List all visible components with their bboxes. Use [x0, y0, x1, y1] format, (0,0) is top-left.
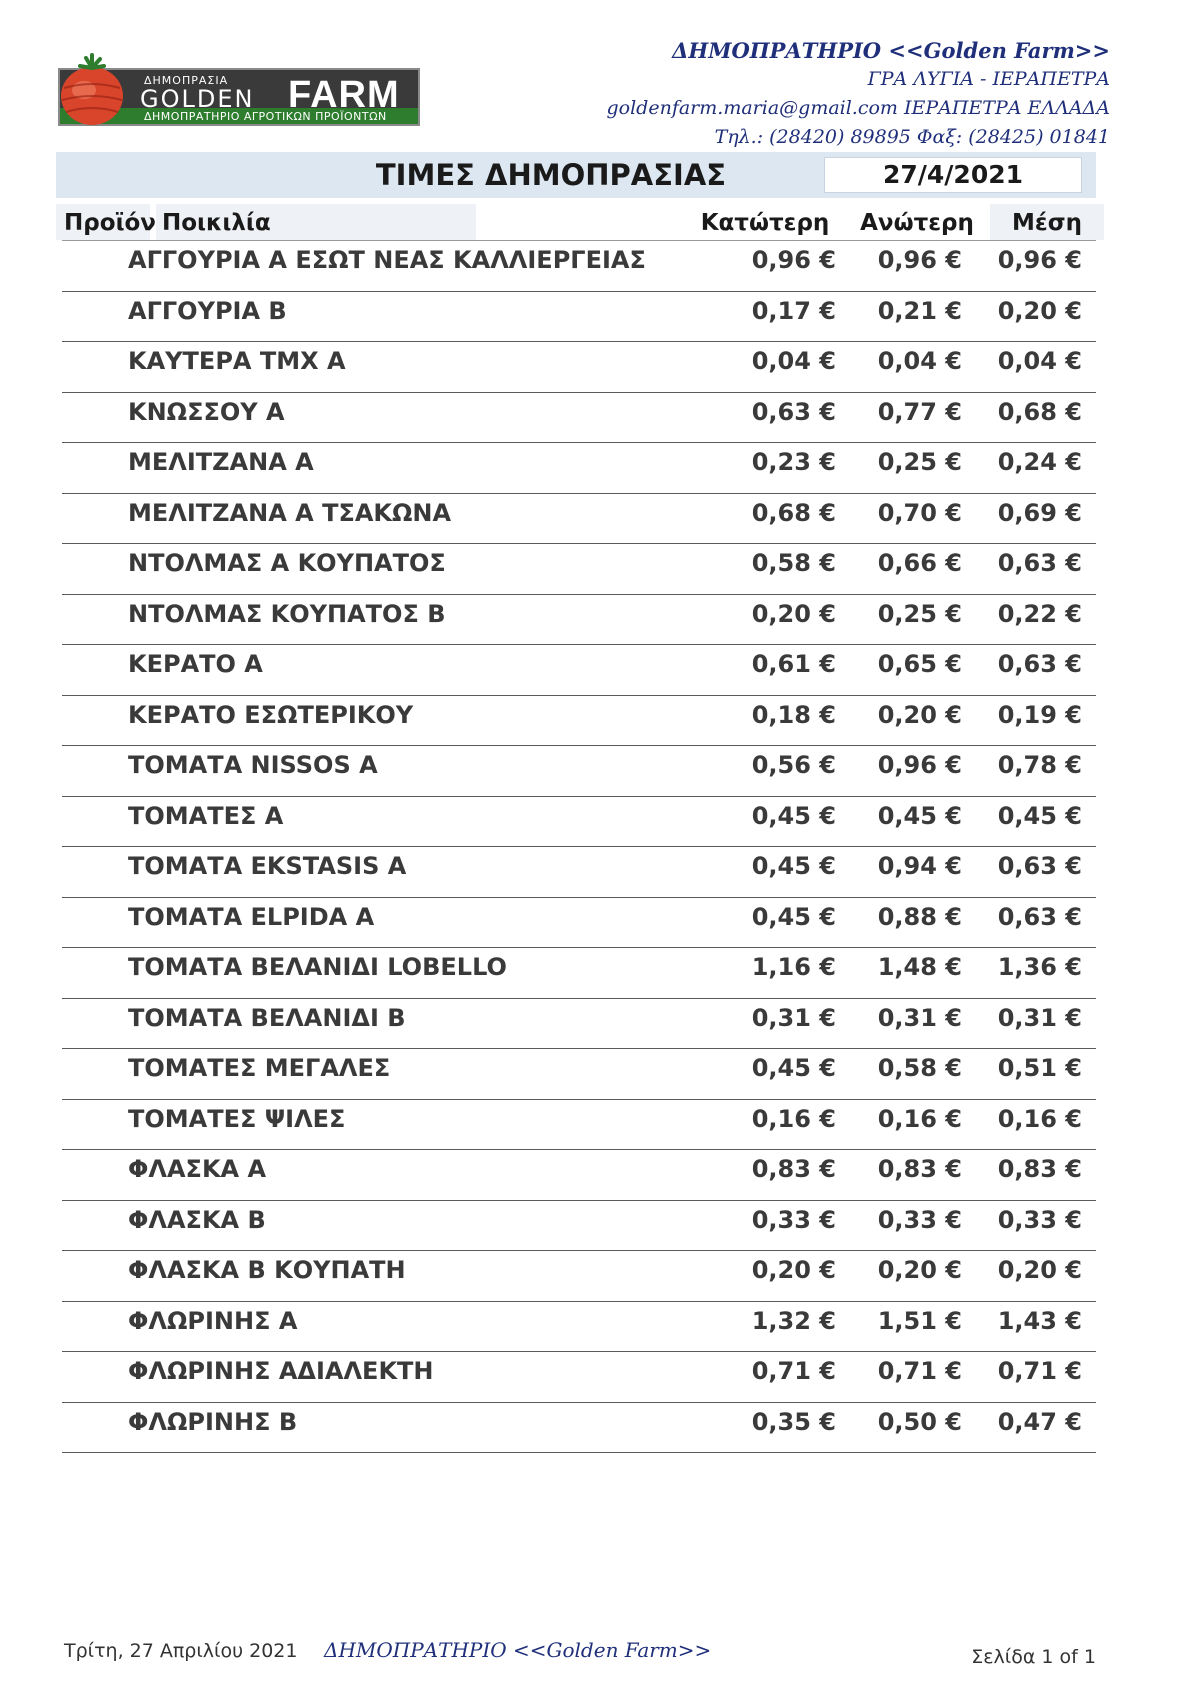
product-name-cell: ΝΤΟΛΜΑΣ Α ΚΟΥΠΑΤΟΣ: [128, 549, 446, 577]
column-header-low: Κατώτερη: [700, 210, 830, 236]
company-name: ΔΗΜΟΠΡΑΤΗΡΙΟ <<Golden Farm>>: [672, 38, 1110, 63]
product-name-cell: ΦΛΑΣΚΑ Β ΚΟΥΠΑΤΗ: [128, 1256, 406, 1284]
avg-price-cell: 0,45 €: [997, 801, 1082, 830]
table-row: [62, 1251, 1096, 1302]
low-price-cell: 0,16 €: [751, 1104, 836, 1133]
product-name-cell: ΤΟΜΑΤΑ ΒΕΛΑΝΙΔΙ LOBELLO: [128, 953, 507, 981]
low-price-cell: 1,16 €: [751, 953, 836, 981]
avg-price-cell: 0,63 €: [997, 650, 1082, 678]
avg-price-cell: 0,96 €: [997, 246, 1082, 274]
table-row: [62, 1150, 1096, 1201]
high-price-cell: 0,45 €: [877, 801, 962, 830]
low-price-cell: 0,68 €: [751, 498, 836, 527]
company-header: [607, 36, 1111, 152]
product-name-cell: ΚΕΡΑΤΟ Α: [128, 650, 263, 678]
table-row: [62, 645, 1096, 696]
high-price-cell: 0,04 €: [877, 347, 962, 375]
low-price-cell: 0,61 €: [751, 650, 836, 678]
column-header-high: Ανώτερη: [860, 210, 974, 236]
high-price-cell: 0,33 €: [877, 1205, 962, 1234]
footer-date: Τρίτη, 27 Απριλίου 2021: [64, 1640, 298, 1662]
table-row: [62, 544, 1096, 595]
high-price-cell: 1,51 €: [877, 1306, 962, 1335]
avg-price-cell: 0,20 €: [997, 296, 1082, 325]
low-price-cell: 0,56 €: [751, 751, 836, 779]
logo-small-text: ΔΗΜΟΠΡΑΣΙΑ: [144, 74, 229, 87]
table-row: [62, 847, 1096, 898]
avg-price-cell: 0,16 €: [997, 1104, 1082, 1133]
product-name-cell: ΤΟΜΑΤΑ EKSTASIS Α: [128, 852, 407, 880]
product-name-cell: ΜΕΛΙΤΖΑΝΑ Α: [128, 448, 314, 476]
avg-price-cell: 0,71 €: [997, 1357, 1082, 1385]
low-price-cell: 0,33 €: [751, 1205, 836, 1234]
product-name-cell: ΚΝΩΣΣΟΥ Α: [128, 397, 285, 426]
logo-golden-text: GOLDEN: [140, 85, 255, 113]
footer-page-number: Σελίδα 1 of 1: [971, 1646, 1096, 1668]
logo-farm-text: FARM: [288, 74, 400, 116]
table-row: [62, 999, 1096, 1050]
product-name-cell: ΦΛΑΣΚΑ Β: [128, 1205, 266, 1234]
tomato-icon: [56, 52, 128, 128]
product-name-cell: ΤΟΜΑΤΕΣ ΜΕΓΑΛΕΣ: [128, 1054, 391, 1082]
high-price-cell: 0,16 €: [877, 1104, 962, 1133]
low-price-cell: 0,20 €: [751, 599, 836, 628]
high-price-cell: 0,25 €: [877, 599, 962, 628]
product-name-cell: ΜΕΛΙΤΖΑΝΑ Α ΤΣΑΚΩΝΑ: [128, 498, 452, 527]
table-row: [62, 443, 1096, 494]
table-row: [62, 746, 1096, 797]
column-header-avg: Μέση: [990, 204, 1104, 240]
table-row: [62, 898, 1096, 949]
product-name-cell: ΦΛΩΡΙΝΗΣ Α: [128, 1306, 298, 1335]
low-price-cell: 0,18 €: [751, 700, 836, 729]
low-price-cell: 0,20 €: [751, 1256, 836, 1284]
high-price-cell: 0,70 €: [877, 498, 962, 527]
product-name-cell: ΚΑΥΤΕΡΑ ΤΜΧ Α: [128, 347, 346, 375]
product-name-cell: ΤΟΜΑΤΕΣ Α: [128, 801, 284, 830]
high-price-cell: 0,65 €: [877, 650, 962, 678]
avg-price-cell: 0,19 €: [997, 700, 1082, 729]
low-price-cell: 0,45 €: [751, 852, 836, 880]
low-price-cell: 0,17 €: [751, 296, 836, 325]
company-email: goldenfarm.maria@gmail.com ΙΕΡΑΠΕΤΡΑ ΕΛΛΑΔΑ: [606, 97, 1110, 119]
high-price-cell: 0,21 €: [877, 296, 962, 325]
avg-price-cell: 0,47 €: [997, 1407, 1082, 1436]
high-price-cell: 0,94 €: [877, 852, 962, 880]
product-name-cell: ΦΛΑΣΚΑ Α: [128, 1155, 267, 1183]
avg-price-cell: 0,68 €: [997, 397, 1082, 426]
low-price-cell: 0,45 €: [751, 902, 836, 931]
avg-price-cell: 0,22 €: [997, 599, 1082, 628]
table-row: [62, 1100, 1096, 1151]
low-price-cell: 0,45 €: [751, 801, 836, 830]
product-name-cell: ΑΓΓΟΥΡΙΑ Α ΕΣΩΤ ΝΕΑΣ ΚΑΛΛΙΕΡΓΕΙΑΣ: [128, 246, 646, 274]
avg-price-cell: 1,36 €: [997, 953, 1082, 981]
table-row: [62, 1201, 1096, 1252]
product-name-cell: ΚΕΡΑΤΟ ΕΣΩΤΕΡΙΚΟΥ: [128, 700, 414, 729]
page-title: ΤΙΜΕΣ ΔΗΜΟΠΡΑΣΙΑΣ: [375, 158, 727, 192]
avg-price-cell: 0,83 €: [997, 1155, 1082, 1183]
low-price-cell: 0,83 €: [751, 1155, 836, 1183]
table-row: [62, 494, 1096, 545]
table-row: [62, 797, 1096, 848]
low-price-cell: 0,71 €: [751, 1357, 836, 1385]
avg-price-cell: 0,63 €: [997, 852, 1082, 880]
high-price-cell: 0,77 €: [877, 397, 962, 426]
product-name-cell: ΤΟΜΑΤΑ ΒΕΛΑΝΙΔΙ Β: [128, 1003, 406, 1032]
table-row: [62, 1352, 1096, 1403]
high-price-cell: 0,66 €: [877, 549, 962, 577]
product-name-cell: ΑΓΓΟΥΡΙΑ Β: [128, 296, 287, 325]
high-price-cell: 0,20 €: [877, 1256, 962, 1284]
company-address: ΓΡΑ ΛΥΓΙΑ - ΙΕΡΑΠΕΤΡΑ: [867, 68, 1110, 90]
auction-date: 27/4/2021: [824, 157, 1082, 193]
high-price-cell: 0,20 €: [877, 700, 962, 729]
high-price-cell: 0,58 €: [877, 1054, 962, 1082]
avg-price-cell: 0,20 €: [997, 1256, 1082, 1284]
table-row: [62, 948, 1096, 999]
column-header-variety: Ποικιλία: [156, 204, 476, 240]
low-price-cell: 0,31 €: [751, 1003, 836, 1032]
low-price-cell: 1,32 €: [751, 1306, 836, 1335]
product-name-cell: ΤΟΜΑΤΑ NISSOS Α: [128, 751, 378, 779]
high-price-cell: 0,96 €: [877, 246, 962, 274]
footer-company-name: ΔΗΜΟΠΡΑΤΗΡΙΟ <<Golden Farm>>: [324, 1638, 712, 1662]
avg-price-cell: 0,24 €: [997, 448, 1082, 476]
logo-subtitle: ΔΗΜΟΠΡΑΤΗΡΙΟ ΑΓΡΟΤΙΚΩΝ ΠΡΟΪΟΝΤΩΝ: [144, 110, 387, 123]
high-price-cell: 0,88 €: [877, 902, 962, 931]
product-name-cell: ΝΤΟΛΜΑΣ ΚΟΥΠΑΤΟΣ Β: [128, 599, 446, 628]
low-price-cell: 0,58 €: [751, 549, 836, 577]
high-price-cell: 0,31 €: [877, 1003, 962, 1032]
table-row: [62, 292, 1096, 343]
low-price-cell: 0,63 €: [751, 397, 836, 426]
table-row: [62, 342, 1096, 393]
avg-price-cell: 0,31 €: [997, 1003, 1082, 1032]
product-name-cell: ΦΛΩΡΙΝΗΣ Β: [128, 1407, 298, 1436]
high-price-cell: 0,96 €: [877, 751, 962, 779]
high-price-cell: 0,50 €: [877, 1407, 962, 1436]
high-price-cell: 0,71 €: [877, 1357, 962, 1385]
low-price-cell: 0,23 €: [751, 448, 836, 476]
price-table: [62, 241, 1096, 1453]
avg-price-cell: 0,69 €: [997, 498, 1082, 527]
low-price-cell: 0,45 €: [751, 1054, 836, 1082]
product-name-cell: ΤΟΜΑΤΕΣ ΨΙΛΕΣ: [128, 1104, 346, 1133]
product-name-cell: ΤΟΜΑΤΑ ELPIDA Α: [128, 902, 375, 931]
avg-price-cell: 0,33 €: [997, 1205, 1082, 1234]
low-price-cell: 0,04 €: [751, 347, 836, 375]
table-row: [62, 696, 1096, 747]
avg-price-cell: 0,78 €: [997, 751, 1082, 779]
avg-price-cell: 1,43 €: [997, 1306, 1082, 1335]
table-row: [62, 595, 1096, 646]
column-header-product: Προϊόν: [56, 204, 150, 240]
table-row: [62, 1403, 1096, 1454]
avg-price-cell: 0,63 €: [997, 549, 1082, 577]
low-price-cell: 0,35 €: [751, 1407, 836, 1436]
table-row: [62, 1302, 1096, 1353]
product-name-cell: ΦΛΩΡΙΝΗΣ ΑΔΙΑΛΕΚΤΗ: [128, 1357, 434, 1385]
avg-price-cell: 0,63 €: [997, 902, 1082, 931]
high-price-cell: 0,25 €: [877, 448, 962, 476]
low-price-cell: 0,96 €: [751, 246, 836, 274]
table-row: [62, 241, 1096, 292]
table-row: [62, 1049, 1096, 1100]
company-logo: [56, 52, 424, 128]
avg-price-cell: 0,51 €: [997, 1054, 1082, 1082]
avg-price-cell: 0,04 €: [997, 347, 1082, 375]
high-price-cell: 1,48 €: [877, 953, 962, 981]
table-row: [62, 393, 1096, 444]
high-price-cell: 0,83 €: [877, 1155, 962, 1183]
company-phones: Τηλ.: (28420) 89895 Φαξ: (28425) 01841: [714, 126, 1110, 148]
